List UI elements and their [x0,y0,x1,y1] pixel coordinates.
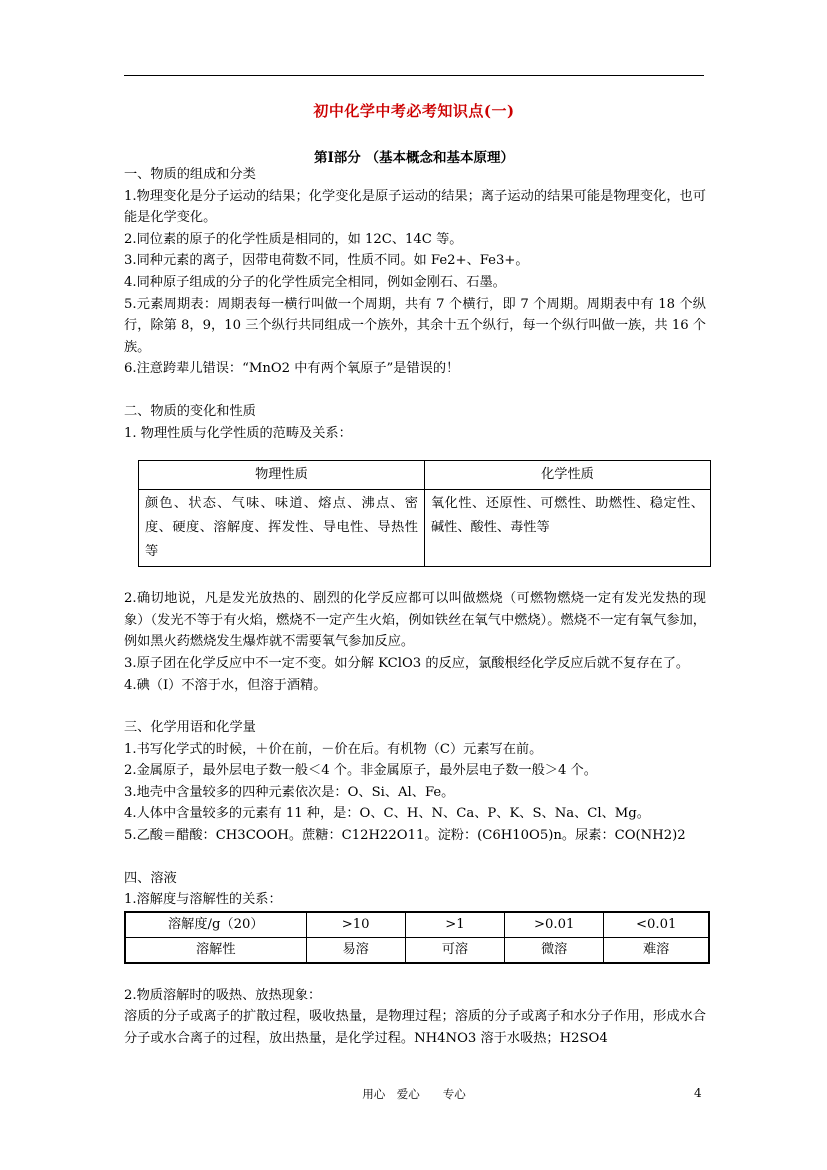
table-cell: 颜色、状态、气味、味道、熔点、沸点、密度、硬度、溶解度、挥发性、导电性、导热性等 [139,490,425,567]
table-row [139,461,711,490]
table-row [125,937,709,963]
list-item: 5.元素周期表：周期表每一横行叫做一个周期，共有 7 个横行，即 7 个周期。周期表中有 18 个纵行，除第 8，9，10 三个纵行共同组成一个族外，其余十五个纵行，每一个纵行叫做一族，共 16 个族。 [124,296,706,355]
list-item: 1.物理变化是分子运动的结果；化学变化是原子运动的结果；离子运动的结果可能是物理变化，也可能是化学变化。 [124,188,706,226]
footer-motto: 用心 爱心 专心 [362,1087,466,1101]
table-cell: 可溶 [405,937,504,963]
table-row [139,490,711,567]
list-item: 5.乙酸＝醋酸：CH3COOH。蔗糖：C12H22O11。淀粉：(C6H10O5)n。尿素：CO(NH2)2 [124,828,686,844]
list-item: 6.注意跨辈儿错误：“MnO2 中有两个氧原子”是错误的！ [124,361,460,377]
table-cell: >0.01 [505,912,604,938]
header-rule [124,75,704,76]
list-item: 4.同种原子组成的分子的化学性质完全相同，例如金刚石、石墨。 [124,274,506,290]
section-heading: 四、溶液 [124,870,177,886]
properties-table [138,460,711,567]
section-heading: 一、物质的组成和分类 [124,167,256,182]
document-body [124,164,706,1050]
list-item: 2.物质溶解时的吸热、放热现象： [124,987,322,1003]
table-cell: 易溶 [306,937,405,963]
table-intro: 1. 物理性质与化学性质的范畴及关系： [124,425,352,441]
table-cell: >10 [306,912,405,938]
list-item: 1.书写化学式的时候，＋价在前，－价在后。有机物（C）元素写在前。 [124,741,543,757]
part-title: 第Ⅰ部分 （基本概念和基本原理） [313,150,514,166]
table-cell: 难溶 [604,937,709,963]
table-row [125,912,709,938]
table-cell: <0.01 [604,912,709,938]
table-cell: 氧化性、还原性、可燃性、助燃性、稳定性、碱性、酸性、毒性等 [425,490,711,567]
list-item: 4.碘（I）不溶于水，但溶于酒精。 [124,677,327,693]
list-item: 3.原子团在化学反应中不一定不变。如分解 KClO3 的反应，氯酸根经化学反应后就不复存在了。 [124,655,690,671]
table-cell: 溶解性 [125,937,306,963]
list-item: 3.同种元素的离子，因带电荷数不同，性质不同。如 Fe2+、Fe3+。 [124,253,529,269]
table-cell: 微溶 [505,937,604,963]
table-header-cell: 物理性质 [139,461,425,490]
list-item: 2.确切地说，凡是发光放热的、剧烈的化学反应都可以叫做燃烧（可燃物燃烧一定有发光发热的现象）（发光不等于有火焰，燃烧不一定产生火焰，例如铁丝在氧气中燃烧）。燃烧不一定有氧气参加，例如黑火药燃烧发生爆炸就不需要氧气参加反应。 [124,591,706,650]
table-cell: 溶解度/g（20） [125,912,306,938]
list-item: 4.人体中含量较多的元素有 11 种，是：O、C、H、N、Ca、P、K、S、Na、Cl、Mg。 [124,806,650,822]
list-item: 3.地壳中含量较多的四种元素依次是：O、Si、Al、Fe。 [124,784,455,800]
list-item: 2.金属原子，最外层电子数一般＜4 个。非金属原子，最外层电子数一般＞4 个。 [124,763,597,779]
paragraph: 溶质的分子或离子的扩散过程，吸收热量，是物理过程；溶质的分子或离子和水分子作用，形成水合分子或水合离子的过程，放出热量，是化学过程。NH4NO3 溶于水吸热；H2SO4 [124,1009,706,1047]
table-header-cell: 化学性质 [425,461,711,490]
document-title: 初中化学中考必考知识点(一) [313,102,515,120]
table-cell: >1 [405,912,504,938]
section-heading: 三、化学用语和化学量 [124,720,256,736]
page-number: 4 [694,1086,702,1100]
solubility-table [124,911,710,964]
section-heading: 二、物质的变化和性质 [124,403,256,419]
list-item: 2.同位素的原子的化学性质是相同的，如 12C、14C 等。 [124,231,463,247]
table-intro: 1.溶解度与溶解性的关系： [124,892,282,908]
